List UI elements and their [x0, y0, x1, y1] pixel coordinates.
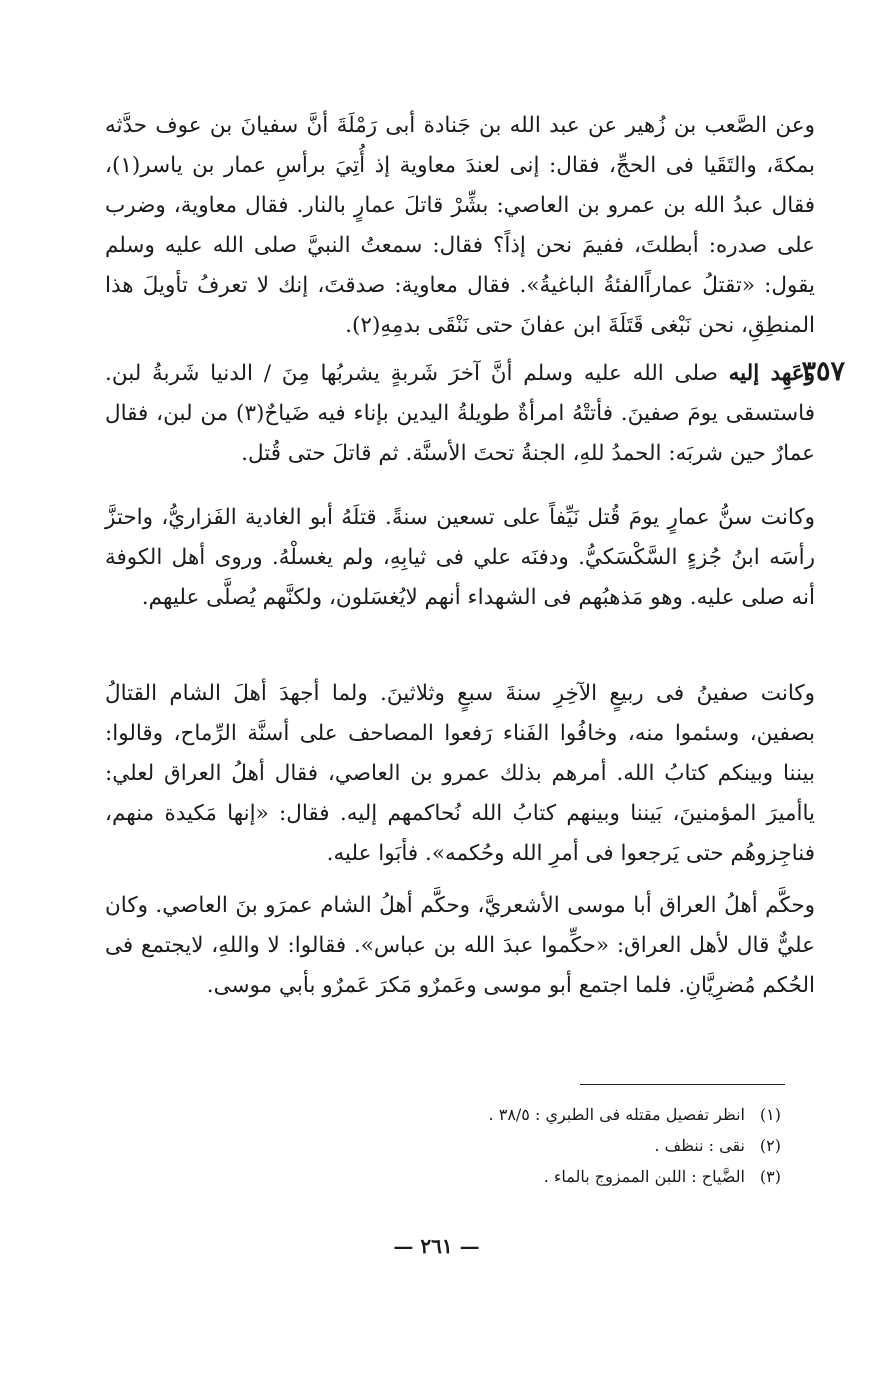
footnote-text: نقى : ننظف . [654, 1136, 745, 1155]
paragraph [105, 886, 815, 1006]
paragraph-text: وعن الصَّعب بن زُهير عن عبد الله بن جَنادة أبى رَمْلَةَ أنَّ سفيانَ بن عوف حدَّثه بمكةَ، والتَقَيا فى الحجِّ، فقال: إنى لعندَ معاوية إذ أُتِيَ برأسِ عمار بن ياسر(١)، فقال عبدُ الله بن عمرو بن العاصي: بشِّرْ قاتلَ عمارٍ بالنار. فقال معاوية، وضرب على صدره: أبطلتَ، ففيمَ نحن إذاً؟ فقال: سمعتُ النبيَّ صلى الله عليه وسلم يقول: «تقتلُ عماراًالفئةُ الباغيةُ». فقال معاوية: صدقتَ، إنك لا تعرفُ تأويلَ هذا المنطِقِ، نحن نَبْغى قَتَلَةَ ابن عفانَ حتى نَنْقَى بدمِهِ(٢). [105, 113, 815, 338]
paragraph-text: وكانت سنُّ عمارٍ يومَ قُتل نَيِّفاً على تسعين سنةً. قتلَهُ أبو الغادية الفَزاريُّ، واحتزَّ رأسَه ابنُ جُزءٍ السَّكْسَكيُّ. ودفنَه علي فى ثيابِهِ، ولم يغسلْهُ. وروى أهل الكوفة أنه صلى عليه. وهو مَذهبُهم فى الشهداء أنهم لايُغسَلون، ولكنَّهم يُصلَّى عليهم. [105, 505, 815, 610]
footnote-text: الضَّياح : اللبن الممزوج بالماء . [543, 1167, 745, 1186]
footnote-text: انظر تفصيل مقتله فى الطبري : ٣٨/٥ . [488, 1105, 745, 1124]
paragraph-lead: وعَهِد إليه [728, 361, 815, 386]
paragraph-body [105, 354, 815, 474]
page-number: — ٢٦١ — [393, 1234, 480, 1258]
paragraph-text: صلى الله عليه وسلم أنَّ آخرَ شَربةٍ يشربُها مِنَ / الدنيا شَربةُ لبن. فاستسقى يومَ صفينَ. فأتتْهُ امرأةٌ طويلةُ اليدين بإناء فيه ضَياحٌ(٣) من لبن، فقال عمارٌ حين شربَه: الحمدُ للهِ، الجنةُ تحتَ الأسنَّة. ثم قاتلَ حتى قُتل. [105, 361, 815, 466]
paragraph [105, 498, 815, 618]
entry-number: ٣٥٧ [801, 356, 845, 387]
footnote-mark: (٢) [759, 1136, 781, 1155]
footnote-separator [580, 1084, 785, 1085]
paragraph-text: وكانت صفينُ فى ربيعٍ الآخِرِ سنةَ سبعٍ وثلاثينَ. ولما أجهدَ أهلَ الشام القتالُ بصفين، وسئموا منه، وخافُوا الفَناء رَفعوا المصاحف على أسنَّة الرِّماح، وقالوا: بيننا وبينكم كتابُ الله. أمرهم بذلك عمرو بن العاصي، فقال أهلُ العراق لعلي: ياأميرَ المؤمنينَ، بَيننا وبينهم كتابُ الله نُحاكمهم إليه. فقال: «إنها مَكيدة منهم، فناجِزوهُم حتى يَرجعوا فى أمرِ الله وحُكمه». فأبَوا عليه. [105, 681, 815, 866]
footnote-mark: (٣) [759, 1167, 781, 1186]
footnote [181, 1099, 781, 1130]
paragraph [105, 106, 815, 346]
footnote [181, 1161, 781, 1192]
footnote-mark: (١) [759, 1105, 781, 1124]
footnotes [181, 1099, 781, 1192]
paragraph [105, 674, 815, 874]
paragraph [105, 354, 815, 474]
paragraph-text: وحكَّم أهلُ العراق أبا موسى الأشعريَّ، وحكَّم أهلُ الشام عمرَو بنَ العاصي. وكان عليٌّ قال لأهل العراق: «حكِّموا عبدَ الله بن عباس». فقالوا: لا واللهِ، لايجتمع فى الحُكم مُضرِيَّانِ. فلما اجتمع أبو موسى وعَمرٌو مَكرَ عَمرٌو بأبي موسى. [105, 893, 815, 998]
footnote [181, 1130, 781, 1161]
